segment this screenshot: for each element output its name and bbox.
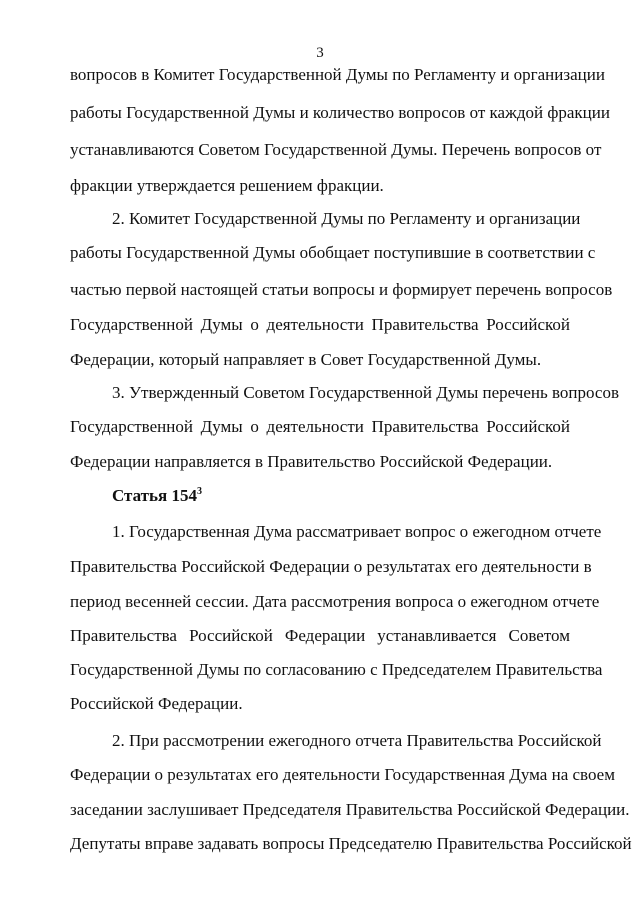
text-line: период весенней сессии. Дата рассмотрения вопроса о ежегодном отчете — [70, 592, 600, 611]
text-line: работы Государственной Думы обобщает поступившие в соответствии с — [70, 243, 596, 262]
page-number: 3 — [316, 45, 324, 61]
text-line: Государственной Думы о деятельности Правительства Российской — [70, 315, 570, 334]
text-line: 1. Государственная Дума рассматривает вопрос о ежегодном отчете — [112, 522, 602, 541]
text-line: фракции утверждается решением фракции. — [70, 176, 384, 195]
article-heading-text: Статья 154 — [112, 486, 197, 505]
text-line: 3. Утвержденный Советом Государственной Думы перечень вопросов — [112, 383, 620, 402]
text-line: Правительства Российской Федерации устанавливается Советом — [70, 626, 570, 645]
text-line: Государственной Думы о деятельности Правительства Российской — [70, 417, 570, 436]
text-line: работы Государственной Думы и количество вопросов от каждой фракции — [70, 103, 610, 122]
text-line: заседании заслушивает Председателя Правительства Российской Федерации. — [70, 800, 630, 819]
article-heading — [112, 485, 412, 507]
text-line: Депутаты вправе задавать вопросы Председателю Правительства Российской — [70, 834, 632, 853]
text-line: Российской Федерации. — [70, 694, 243, 713]
text-line: устанавливаются Советом Государственной Думы. Перечень вопросов от — [70, 140, 602, 159]
text-line: Федерации, который направляет в Совет Государственной Думы. — [70, 350, 542, 369]
text-line: вопросов в Комитет Государственной Думы по Регламенту и организации — [70, 65, 605, 84]
text-line: частью первой настоящей статьи вопросы и формирует перечень вопросов — [70, 280, 613, 299]
text-line: Федерации о результатах его деятельности Государственная Дума на своем — [70, 765, 615, 784]
text-line: 2. Комитет Государственной Думы по Регламенту и организации — [112, 209, 581, 228]
text-line: Федерации направляется в Правительство Российской Федерации. — [70, 452, 553, 471]
text-line: Правительства Российской Федерации о результатах его деятельности в — [70, 557, 592, 576]
text-line: 2. При рассмотрении ежегодного отчета Правительства Российской — [112, 731, 602, 750]
article-heading-superscript: 3 — [196, 486, 202, 497]
text-line: Государственной Думы по согласованию с Председателем Правительства — [70, 660, 603, 679]
